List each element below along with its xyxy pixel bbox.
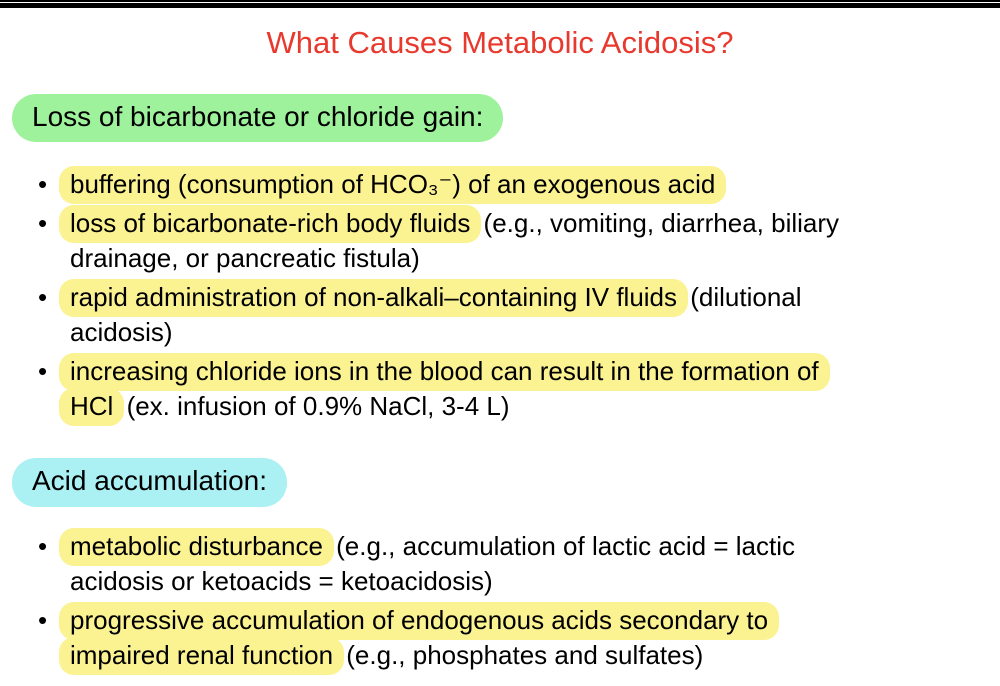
- top-border-bar-thick: [0, 3, 1000, 8]
- highlighted-text: loss of bicarbonate-rich body fluids: [59, 205, 481, 243]
- highlighted-text: HCl: [59, 388, 124, 426]
- list-item-buffering: [36, 167, 975, 202]
- section-header-label: Loss of bicarbonate or chloride gain:: [32, 101, 484, 133]
- page-title: What Causes Metabolic Acidosis?: [266, 25, 734, 60]
- highlighted-text: buffering (consumption of HCO₃⁻) of an exogenous acid: [59, 166, 726, 204]
- plain-text: acidosis): [70, 317, 173, 348]
- section-header-label: Acid accumulation:: [32, 465, 268, 497]
- highlighted-text: metabolic disturbance: [59, 528, 334, 566]
- list-item-chloride: [36, 354, 975, 424]
- plain-text: (ex. infusion of 0.9% NaCl, 3-4 L): [119, 391, 510, 422]
- list-item-fluid-loss: [36, 206, 975, 276]
- list-item-iv-fluids: [36, 280, 975, 350]
- highlighted-text: progressive accumulation of endogenous acids secondary to: [59, 602, 779, 640]
- plain-text: acidosis or ketoacids = ketoacidosis): [70, 565, 493, 596]
- plain-text: (e.g., vomiting, diarrhea, biliary: [476, 208, 840, 239]
- plain-text: (e.g., phosphates and sulfates): [339, 639, 704, 670]
- highlighted-text: increasing chloride ions in the blood can result in the formation of: [59, 353, 830, 391]
- highlighted-text: impaired renal function: [59, 637, 344, 675]
- highlighted-text: rapid administration of non-alkali–containing IV fluids: [59, 279, 688, 317]
- plain-text: (e.g., accumulation of lactic acid = lactic: [328, 530, 795, 561]
- section-acid-accumulation: [0, 428, 1000, 672]
- plain-text: (dilutional: [683, 282, 802, 313]
- list-item-renal: [36, 603, 975, 673]
- section-bicarbonate: [0, 61, 1000, 424]
- plain-text: drainage, or pancreatic fistula): [70, 243, 420, 274]
- section-header-acid-accumulation: [12, 458, 287, 506]
- bicarbonate-bullet-list: [36, 167, 975, 424]
- list-item-metabolic: [36, 529, 975, 599]
- acid-bullet-list: [36, 529, 975, 673]
- section-header-bicarbonate-loss: [12, 94, 503, 142]
